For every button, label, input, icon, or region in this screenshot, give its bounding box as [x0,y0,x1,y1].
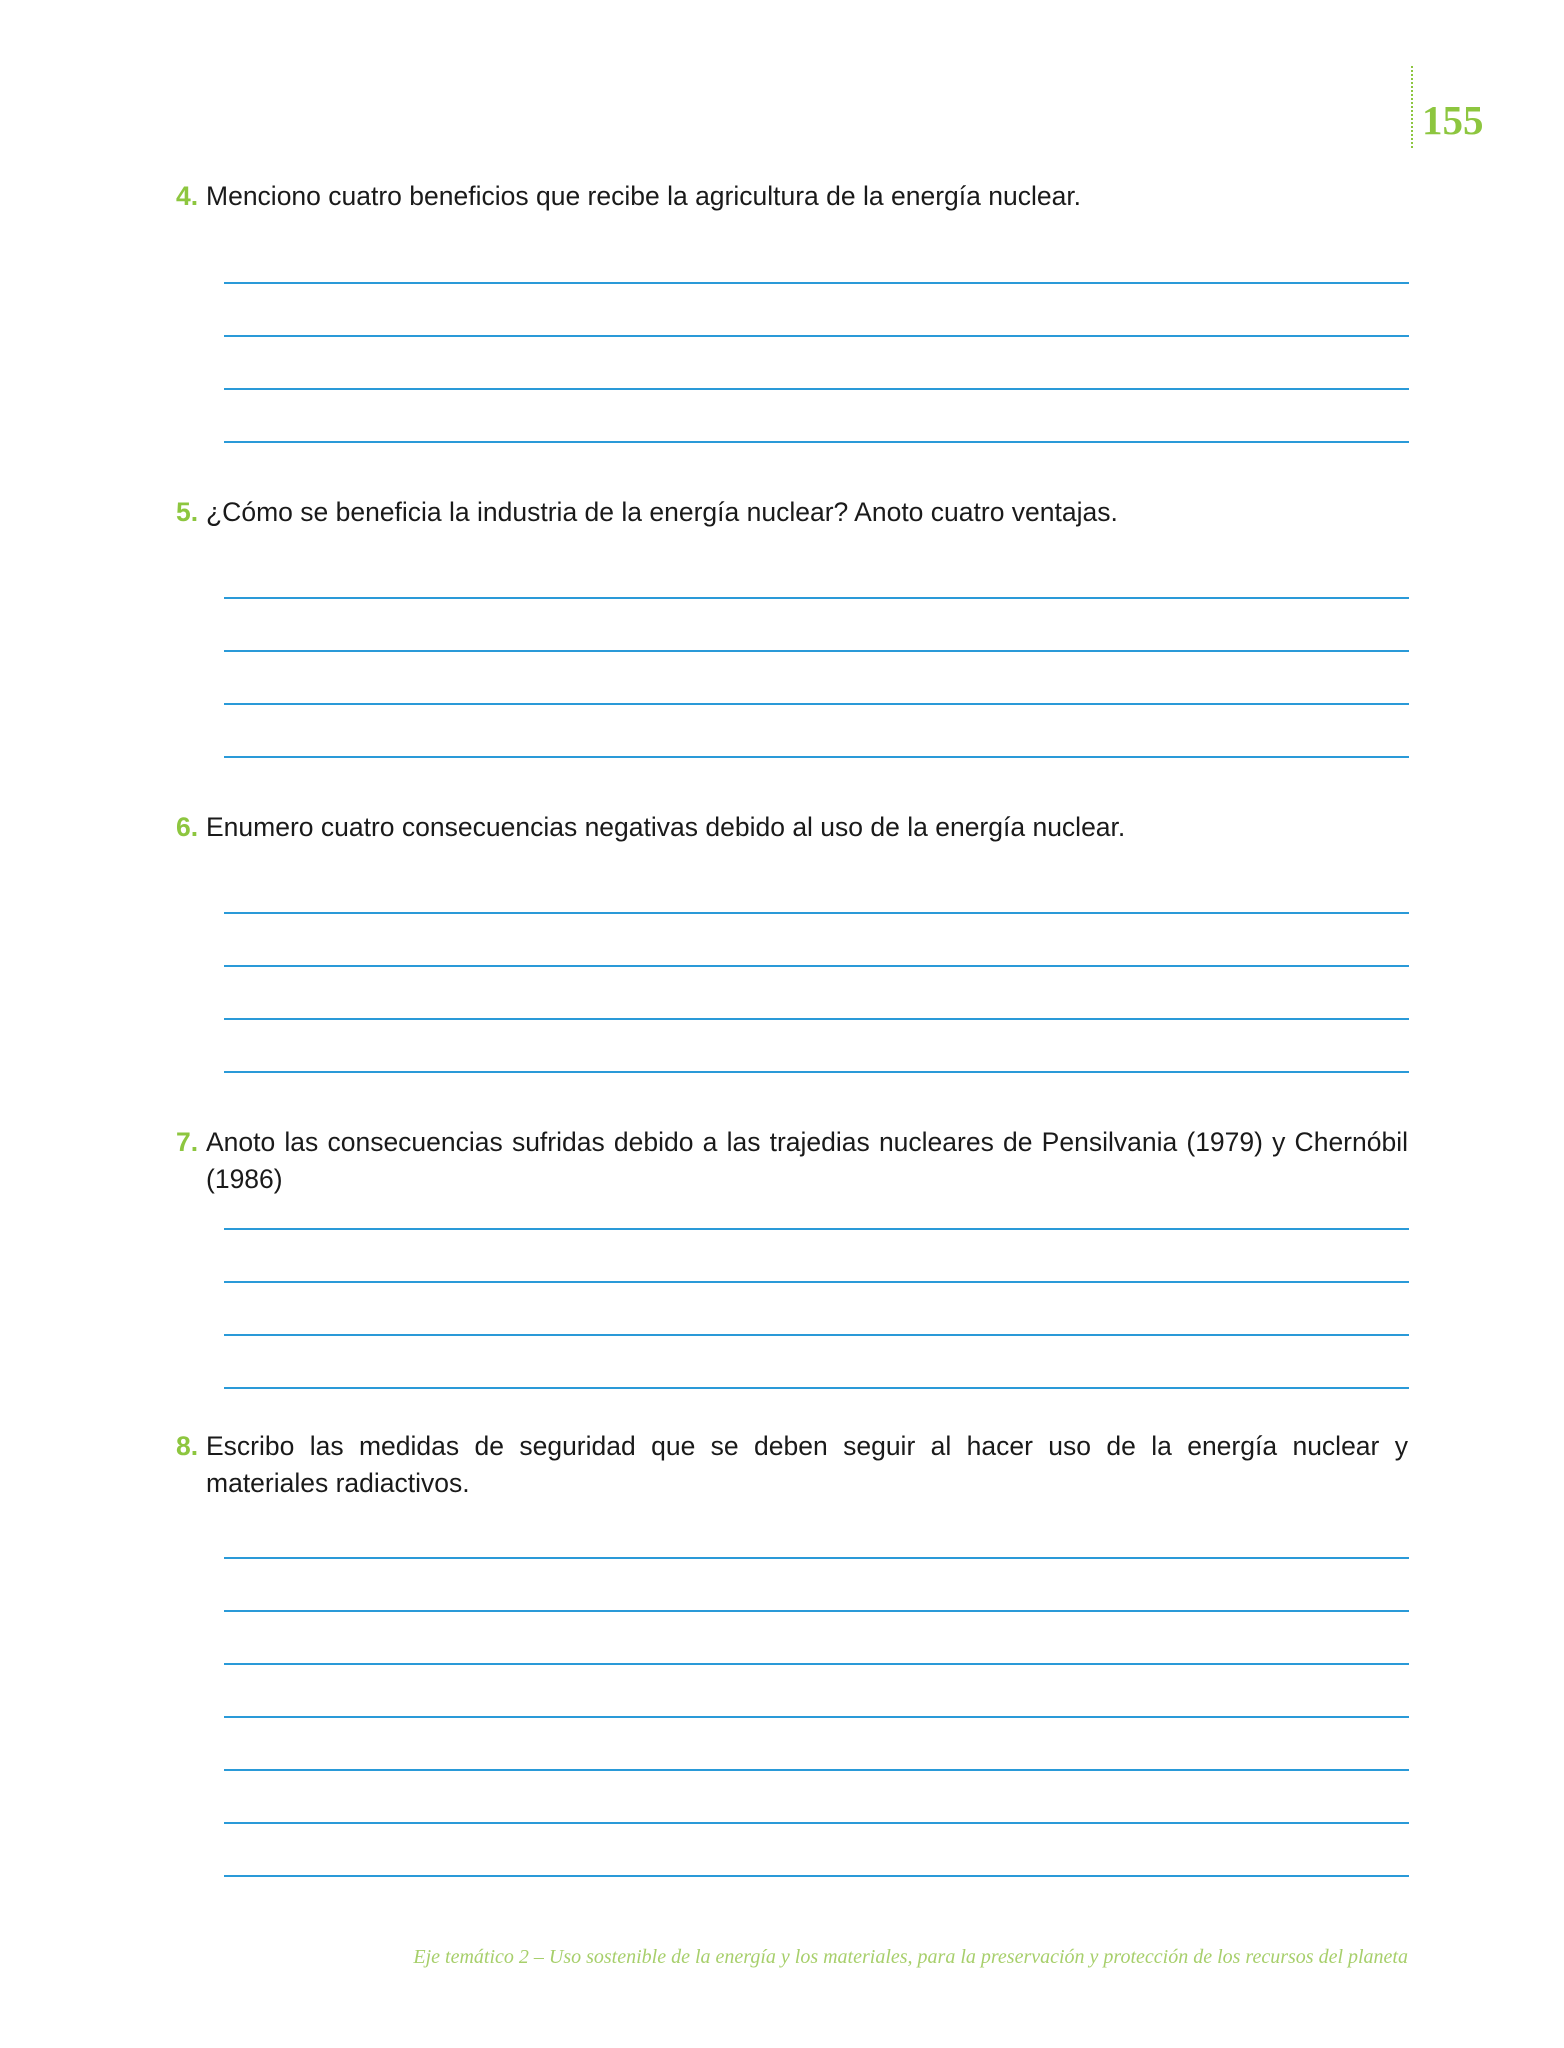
answer-line[interactable] [224,1822,1409,1824]
question-5 [176,494,1408,531]
question-text: Enumero cuatro consecuencias negativas debido al uso de la energía nuclear. [206,812,1126,842]
question-number: 8. [176,1431,199,1461]
answer-line[interactable] [224,1334,1409,1336]
answer-line[interactable] [224,756,1409,758]
answer-line[interactable] [224,1281,1409,1283]
question-text: ¿Cómo se beneficia la industria de la energía nuclear? Anoto cuatro ventajas. [206,497,1118,527]
answer-line[interactable] [224,1716,1409,1718]
answer-line[interactable] [224,1557,1409,1559]
answer-line[interactable] [224,1018,1409,1020]
question-number: 6. [176,812,199,842]
question-number: 7. [176,1127,199,1157]
page-number-rule [1411,66,1413,148]
question-6 [176,809,1408,846]
answer-line[interactable] [224,441,1409,443]
question-number: 5. [176,497,199,527]
question-text: Anoto las consecuencias sufridas debido a las trajedias nucleares de Pensilvania (1979) y Chernóbil (1986) [206,1127,1408,1194]
answer-line[interactable] [224,597,1409,599]
answer-line[interactable] [224,1610,1409,1612]
page-footer: Eje temático 2 – Uso sostenible de la energía y los materiales, para la preservación y protección de los recursos del planeta [413,1946,1408,1968]
answer-line[interactable] [224,1875,1409,1877]
answer-line[interactable] [224,703,1409,705]
answer-line[interactable] [224,282,1409,284]
question-7 [176,1124,1408,1198]
question-number: 4. [176,181,199,211]
answer-line[interactable] [224,1663,1409,1665]
answer-line[interactable] [224,388,1409,390]
answer-line[interactable] [224,1071,1409,1073]
answer-line[interactable] [224,1769,1409,1771]
answer-line[interactable] [224,1228,1409,1230]
page-number: 155 [1422,97,1484,143]
question-text: Menciono cuatro beneficios que recibe la agricultura de la energía nuclear. [206,181,1082,211]
question-8 [176,1428,1408,1502]
answer-line[interactable] [224,912,1409,914]
answer-line[interactable] [224,1387,1409,1389]
answer-line[interactable] [224,965,1409,967]
answer-line[interactable] [224,650,1409,652]
answer-line[interactable] [224,335,1409,337]
question-text: Escribo las medidas de seguridad que se deben seguir al hacer uso de la energía nuclear y materiales radiactivos. [206,1431,1408,1498]
question-4 [176,178,1408,215]
